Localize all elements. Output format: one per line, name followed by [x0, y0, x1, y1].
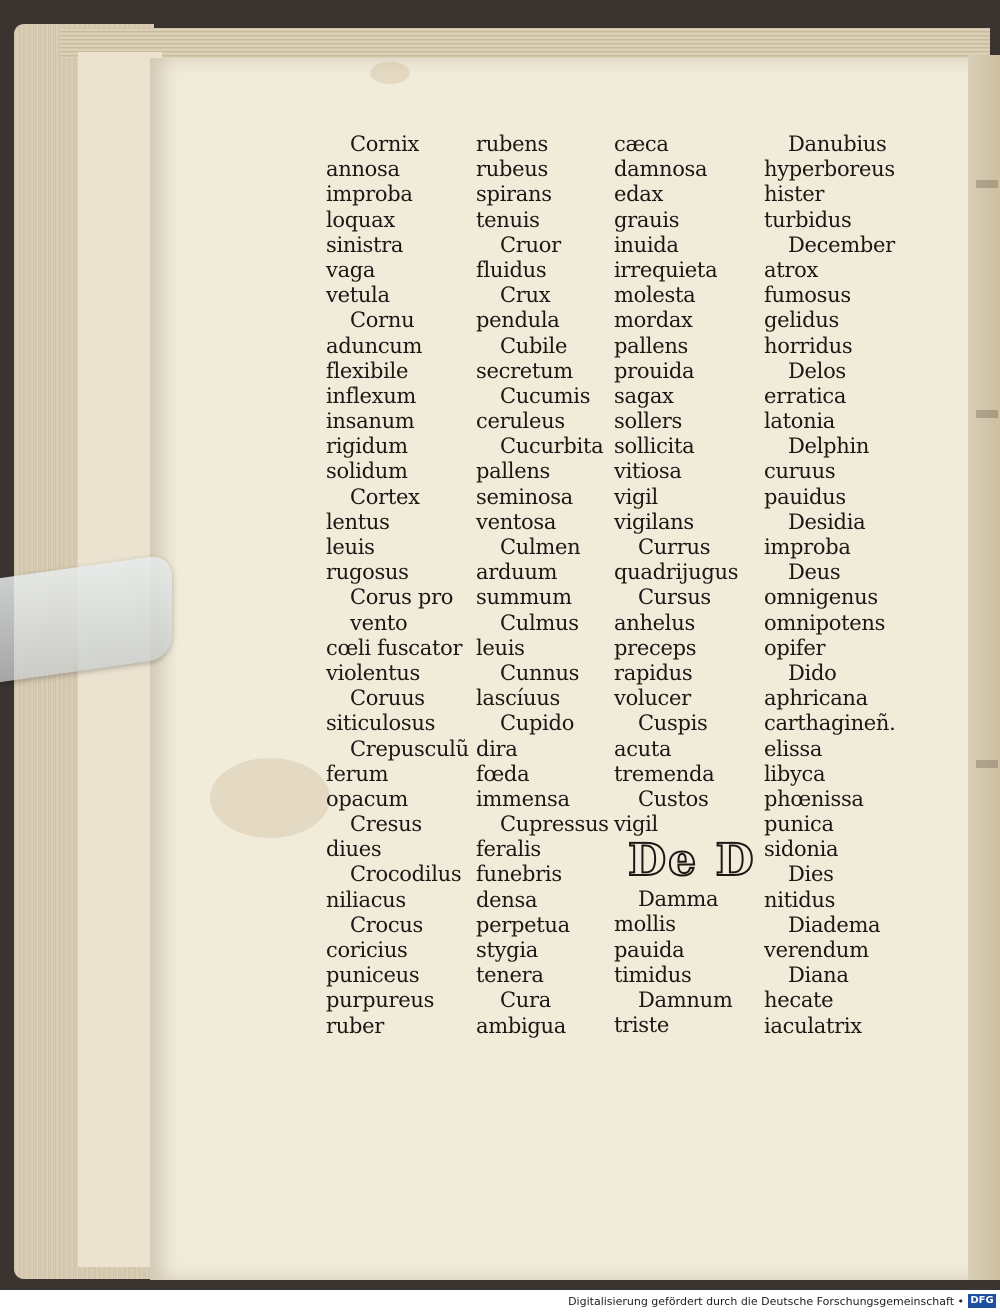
headword-1-6: Crux — [500, 283, 551, 308]
epithet-3-14: pauidus — [764, 484, 846, 509]
epithet-0-5: vaga — [326, 257, 376, 282]
epithet-3-13: curuus — [764, 459, 836, 484]
show-through-mark — [976, 760, 998, 768]
show-through-mark — [976, 180, 998, 188]
epithet-2-13: vitiosa — [614, 459, 682, 484]
headword-1-23: Cupido — [500, 711, 575, 736]
epithet-3-26: phœnissa — [764, 786, 864, 811]
headword-2-18: Cursus — [638, 585, 711, 610]
epithet-2-32: timidus — [614, 962, 692, 987]
epithet-1-25: fœda — [476, 761, 530, 786]
show-through-mark — [976, 410, 998, 418]
epithet-3-20: opifer — [764, 635, 826, 660]
epithet-2-1: damnosa — [614, 157, 708, 182]
headword-1-27: Cupressus — [500, 812, 609, 837]
epithet-0-35: ruber — [326, 1013, 384, 1038]
epithet-3-1: hyperboreus — [764, 157, 895, 182]
paper-stain — [370, 62, 410, 84]
epithet-0-2: improba — [326, 182, 413, 207]
epithet-3-24: elissa — [764, 736, 823, 761]
word-column-4 — [764, 132, 924, 1039]
epithet-0-30: niliacus — [326, 887, 406, 912]
headword-2-23: Cuspis — [638, 711, 708, 736]
epithet-3-10: erratica — [764, 383, 847, 408]
epithet-2-21: rapidus — [614, 660, 693, 685]
epithet-3-22: aphricana — [764, 686, 868, 711]
epithet-1-29: funebris — [476, 862, 562, 887]
epithet-1-30: densa — [476, 887, 538, 912]
dfg-logo: DFG — [968, 1294, 996, 1308]
epithet-1-5: fluidus — [476, 257, 547, 282]
epithet-3-7: gelidus — [764, 308, 839, 333]
headword-3-9: Delos — [788, 358, 846, 383]
headword-3-4: December — [788, 232, 895, 257]
epithet-1-2: spirans — [476, 182, 552, 207]
epithet-3-30: nitidus — [764, 887, 836, 912]
decorated-initial-2-28: De D — [628, 835, 756, 887]
epithet-0-26: opacum — [326, 786, 409, 811]
epithet-2-12: sollicita — [614, 434, 695, 459]
headword-1-21: Cunnus — [500, 660, 580, 685]
epithet-0-6: vetula — [326, 283, 390, 308]
epithet-1-15: ventosa — [476, 509, 557, 534]
epithet-3-8: horridus — [764, 333, 853, 358]
headword-1-8: Cubile — [500, 333, 568, 358]
epithet-1-3: tenuis — [476, 207, 540, 232]
headword-3-17: Deus — [788, 560, 841, 585]
epithet-2-10: sagax — [614, 383, 674, 408]
epithet-1-24: dira — [476, 736, 518, 761]
epithet-3-28: sidonia — [764, 837, 839, 862]
word-column-2 — [476, 132, 636, 1039]
epithet-0-33: puniceus — [326, 963, 420, 988]
headword-2-26: Custos — [638, 786, 709, 811]
headword-0-29: Crocodilus — [350, 862, 462, 887]
epithet-0-34: purpureus — [326, 988, 435, 1013]
epithet-3-27: punica — [764, 812, 834, 837]
epithet-1-13: pallens — [476, 459, 551, 484]
epithet-3-11: latonia — [764, 409, 835, 434]
epithet-1-1: rubeus — [476, 157, 548, 182]
epithet-3-3: turbidus — [764, 207, 852, 232]
word-column-3 — [614, 132, 774, 1038]
epithet-1-17: arduum — [476, 560, 558, 585]
epithet-3-18: omnigenus — [764, 585, 878, 610]
headword-3-31: Diadema — [788, 912, 881, 937]
headword-0-7: Cornu — [350, 308, 415, 333]
epithet-3-6: fumosus — [764, 283, 851, 308]
epithet-3-2: hister — [764, 182, 825, 207]
epithet-0-21: violentus — [326, 660, 420, 685]
epithet-2-4: inuida — [614, 232, 679, 257]
epithet-0-15: lentus — [326, 509, 390, 534]
epithet-3-19: omnipotens — [764, 610, 886, 635]
headword-1-34: Cura — [500, 988, 551, 1013]
epithet-1-31: perpetua — [476, 912, 570, 937]
epithet-1-9: secretum — [476, 358, 573, 383]
epithet-1-0: rubens — [476, 132, 548, 156]
epithet-0-28: diues — [326, 837, 382, 862]
epithet-2-22: volucer — [614, 686, 691, 711]
epithet-0-32: coricius — [326, 938, 408, 962]
epithet-0-11: insanum — [326, 409, 415, 434]
headword-3-0: Danubius — [788, 132, 887, 156]
epithet-3-16: improba — [764, 535, 851, 559]
headword-3-15: Desidia — [788, 509, 866, 534]
headword-1-12: Cucurbita — [500, 434, 604, 459]
headword-0-22: Coruus — [350, 686, 425, 711]
headword-0-24: Crepusculũ — [350, 736, 469, 761]
epithet-1-22: lascíuus — [476, 686, 560, 711]
epithet-2-15: vigilans — [614, 509, 694, 534]
epithet-2-0: cæca — [614, 132, 669, 156]
headword-0-19: vento — [350, 610, 408, 635]
epithet-2-34: triste — [614, 1013, 670, 1038]
epithet-1-33: tenera — [476, 963, 544, 988]
epithet-0-25: ferum — [326, 761, 389, 786]
headword-0-0: Cornix — [350, 132, 420, 156]
headword-2-33: Damnum — [638, 988, 733, 1012]
epithet-0-23: siticulosus — [326, 711, 436, 736]
epithet-0-4: sinistra — [326, 232, 404, 257]
epithet-3-23: carthagineñ. — [764, 711, 896, 736]
epithet-0-13: solidum — [326, 459, 408, 484]
epithet-2-30: mollis — [614, 912, 676, 937]
epithet-2-24: acuta — [614, 736, 672, 761]
epithet-2-7: mordax — [614, 308, 693, 333]
paper-stain — [210, 758, 330, 838]
headword-1-4: Cruor — [500, 232, 561, 257]
funding-credit: Digitalisierung gefördert durch die Deutsche Forschungsgemeinschaft • — [568, 1295, 964, 1308]
epithet-0-20: cœli fuscator — [326, 635, 463, 660]
epithet-0-8: aduncum — [326, 333, 423, 358]
epithet-0-17: rugosus — [326, 560, 409, 585]
epithet-2-27: vigil — [614, 812, 658, 837]
epithet-1-35: ambigua — [476, 1013, 566, 1038]
headword-3-33: Diana — [788, 963, 849, 988]
epithet-1-26: immensa — [476, 786, 570, 811]
headword-0-31: Crocus — [350, 912, 424, 937]
headword-1-16: Culmen — [500, 535, 581, 559]
epithet-2-2: edax — [614, 182, 664, 207]
epithet-2-31: pauida — [614, 937, 685, 962]
epithet-1-7: pendula — [476, 308, 560, 333]
headword-0-18: Corus pro — [350, 585, 454, 610]
epithet-2-9: prouida — [614, 358, 695, 383]
headword-3-21: Dido — [788, 660, 837, 685]
epithet-2-14: vigil — [614, 484, 658, 509]
headword-3-29: Dies — [788, 862, 834, 887]
epithet-0-3: loquax — [326, 207, 395, 232]
epithet-2-3: grauis — [614, 207, 680, 232]
epithet-1-28: feralis — [476, 837, 541, 862]
epithet-2-6: molesta — [614, 283, 696, 308]
epithet-2-20: preceps — [614, 635, 697, 660]
epithet-2-5: irrequieta — [614, 257, 718, 282]
headword-2-29: Damma — [638, 887, 719, 912]
epithet-0-9: flexibile — [326, 358, 409, 383]
epithet-2-17: quadrijugus — [614, 560, 739, 585]
epithet-3-32: verendum — [764, 938, 869, 962]
epithet-0-12: rigidum — [326, 434, 408, 459]
epithet-2-19: anhelus — [614, 610, 695, 635]
epithet-3-25: libyca — [764, 761, 826, 786]
epithet-0-16: leuis — [326, 535, 375, 559]
epithet-1-32: stygia — [476, 938, 538, 962]
headword-1-19: Culmus — [500, 610, 579, 635]
epithet-1-18: summum — [476, 585, 572, 610]
epithet-1-11: ceruleus — [476, 409, 565, 434]
epithet-3-5: atrox — [764, 257, 818, 282]
epithet-3-34: hecate — [764, 988, 834, 1013]
headword-2-16: Currus — [638, 535, 711, 559]
epithet-0-10: inflexum — [326, 383, 417, 408]
headword-1-10: Cucumis — [500, 383, 591, 408]
epithet-1-14: seminosa — [476, 484, 573, 509]
headword-3-12: Delphin — [788, 434, 870, 459]
epithet-2-11: sollers — [614, 409, 682, 434]
page-gutter-strip — [968, 55, 1000, 1280]
epithet-2-8: pallens — [614, 333, 689, 358]
word-column-1 — [326, 132, 486, 1039]
epithet-3-35: iaculatrix — [764, 1013, 862, 1038]
epithet-1-20: leuis — [476, 635, 525, 660]
headword-0-27: Cresus — [350, 812, 422, 837]
headword-0-14: Cortex — [350, 484, 420, 509]
epithet-0-1: annosa — [326, 157, 400, 182]
book-top-edge — [60, 28, 990, 58]
epithet-2-25: tremenda — [614, 761, 715, 786]
